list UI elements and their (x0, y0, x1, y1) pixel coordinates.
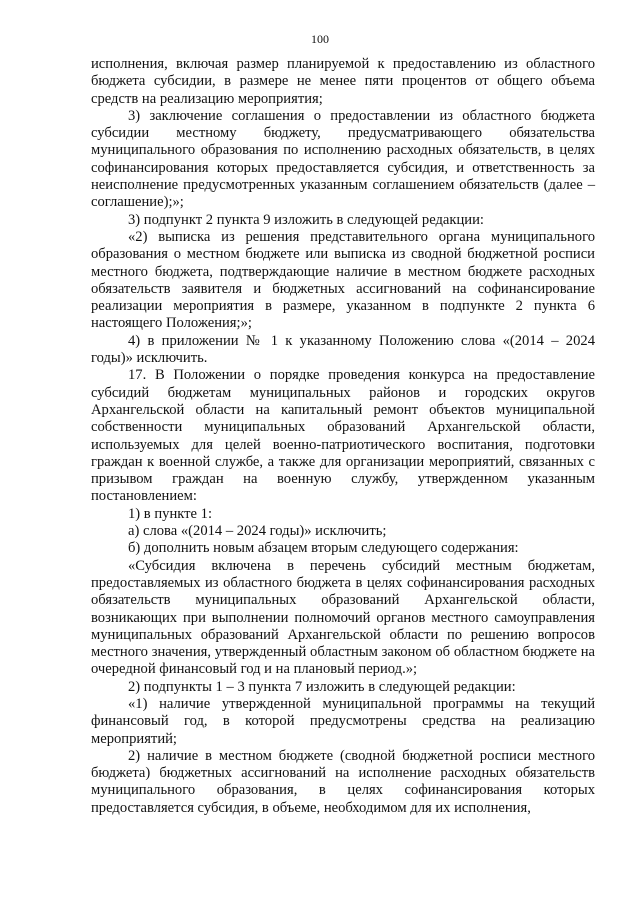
paragraph: «Субсидия включена в перечень субсидий местным бюджетам, предоставляемых из областного бюджета в целях софинансирования расходных обязательств муниципальных образований Архангельской области, возникающих при выполнении полномочий органов местного самоуправления муниципальных образований Архангельской области по решению вопросов местного значения, утвержденный областным законом об областном бюджете на очередной финансовый год и на плановый период.»; (91, 557, 595, 678)
paragraph: 17. В Положении о порядке проведения конкурса на предоставление субсидий бюджетам муниципальных районов и городских округов Архангельской области на капитальный ремонт объектов муниципальной собственности муниципальных образований Архангельской области, используемых для целей военно-патриотического воспитания, подготовки граждан к военной службе, а также для организации мероприятий, связанных с призывом граждан на военную службу, утвержденном указанным постановлением: (91, 367, 595, 505)
document-body (91, 56, 595, 817)
paragraph: 3) заключение соглашения о предоставлении из областного бюджета субсидии местному бюджету, предусматривающего обязательства муниципального образования по исполнению расходных обязательств, в целях софинансирования которых предоставляется субсидия, и ответственность за неисполнение предусмотренных указанным соглашением обязательств (далее – соглашение);»; (91, 107, 595, 211)
paragraph: 1) в пункте 1: (128, 505, 213, 522)
paragraph: «2) выписка из решения представительного органа муниципального образования о местном бюджете или выписка из сводной бюджетной росписи местного бюджета, подтверждающие наличие в местном бюджете расходных обязательств заявителя и бюджетных ассигнований на софинансирование реализации мероприятия в размере, указанном в подпункте 2 пункта 6 настоящего Положения;»; (91, 228, 595, 332)
paragraph: «1) наличие утвержденной муниципальной программы на текущий финансовый год, в которой предусмотрены средства на реализацию мероприятий; (91, 695, 595, 747)
paragraph: б) дополнить новым абзацем вторым следующего содержания: (128, 540, 519, 557)
paragraph: 2) подпункты 1 – 3 пункта 7 изложить в следующей редакции: (128, 678, 516, 695)
page-number: 100 (311, 32, 329, 46)
paragraph: 2) наличие в местном бюджете (сводной бюджетной росписи местного бюджета) бюджетных ассигнований на исполнение расходных обязательств муниципального образования, в целях софинансирования которых предоставляется субсидия, в объеме, необходимом для их исполнения, (91, 747, 595, 816)
paragraph: исполнения, включая размер планируемой к предоставлению из областного бюджета субсидии, в размере не менее пяти процентов от общего объема средств на реализацию мероприятия; (91, 56, 595, 107)
paragraph: а) слова «(2014 – 2024 годы)» исключить; (128, 523, 387, 540)
paragraph: 3) подпункт 2 пункта 9 изложить в следующей редакции: (128, 211, 484, 228)
paragraph: 4) в приложении № 1 к указанному Положению слова «(2014 – 2024 годы)» исключить. (91, 332, 595, 367)
